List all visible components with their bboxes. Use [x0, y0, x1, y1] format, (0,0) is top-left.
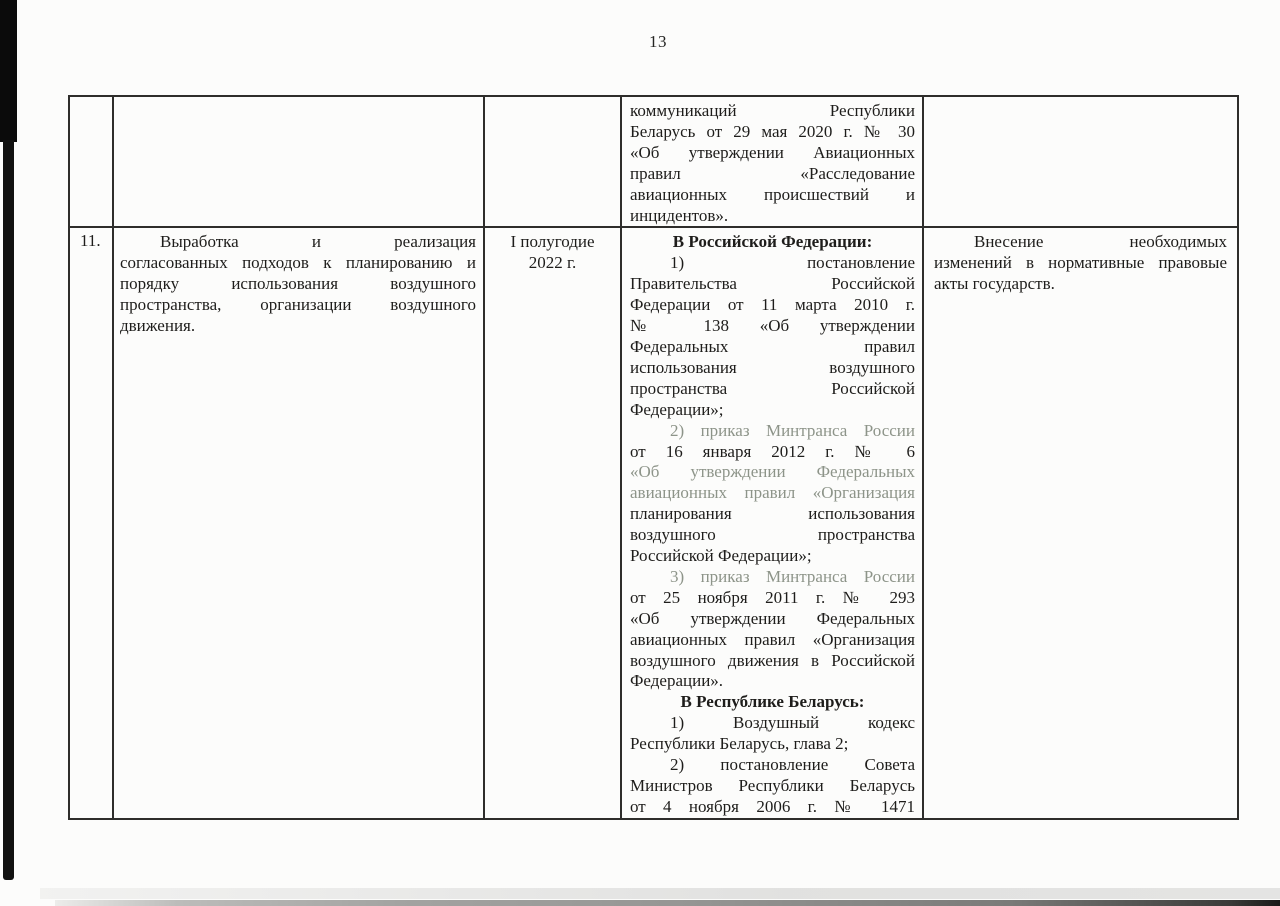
text-line: пространства Российской [630, 378, 915, 398]
legal-basis-cell [621, 227, 923, 818]
text-line: Республики Беларусь, глава 2; [630, 734, 849, 754]
text-line: «Об утверждении Федеральных [630, 462, 915, 482]
text-line: «Об утверждении Авиационных [630, 142, 915, 162]
text-line: I полугодие [510, 232, 595, 252]
text-line: Федеральных правил [630, 336, 915, 356]
deadline-cell [484, 227, 621, 818]
text-line: Выработка и реализация [160, 232, 476, 252]
text-line: от 4 ноября 2006 г. № 1471 [630, 796, 915, 816]
text-line: акты государств. [934, 274, 1055, 294]
text-line: Федерации». [630, 671, 724, 691]
page-number: 13 [649, 32, 667, 51]
text-line: Внесение необходимых [974, 232, 1227, 252]
legal-basis-cell [621, 96, 923, 227]
text-line: использования воздушного [630, 357, 915, 377]
text-line: Правительства Российской [630, 274, 915, 294]
text-line: согласованных подходов к планированию и [120, 253, 476, 273]
text-line: изменений в нормативные правовые [934, 253, 1227, 273]
text-line: инцидентов». [630, 205, 729, 225]
text-line: Российской Федерации»; [630, 546, 812, 566]
text-line: Министров Республики Беларусь [630, 776, 915, 795]
text-line: № 138 «Об утверждении [630, 316, 915, 336]
text-line: 2) постановление Совета [670, 755, 915, 775]
result-cell [923, 227, 1238, 818]
text-line: воздушного пространства [630, 525, 915, 545]
text-line: коммуникаций Республики [630, 101, 915, 120]
text-line: Беларусь от 29 мая 2020 г. № 30 [630, 121, 915, 141]
text-line: авиационных правил «Организация [630, 483, 915, 503]
scan-artifact-left-bar [3, 140, 14, 880]
task-cell [113, 227, 484, 818]
table-row-continuation [69, 96, 1238, 227]
text-line: правил «Расследование [630, 163, 915, 183]
result-cell [923, 96, 1238, 227]
text-line: пространства, организации воздушного [120, 295, 476, 315]
text-line: планирования использования [630, 504, 915, 524]
row-number-cell [69, 96, 113, 227]
text-line: В Республике Беларусь: [680, 692, 865, 712]
scan-artifact-bottom-haze [40, 888, 1280, 899]
text-line: 2022 г. [528, 253, 577, 273]
table-row-11 [69, 227, 1238, 818]
text-line: 2) приказ Минтранса России [670, 420, 915, 440]
deadline-cell [484, 96, 621, 227]
scan-artifact-bottom-shadow [55, 900, 1280, 906]
text-line: авиационных происшествий и [630, 184, 915, 204]
text-line: воздушного движения в Российской [630, 650, 915, 670]
text-line: от 16 января 2012 г. № 6 [630, 441, 915, 461]
text-line: 1) постановление [670, 253, 915, 273]
text-line: Федерации от 11 марта 2010 г. [630, 295, 915, 315]
text-line: «Об утверждении Федеральных [630, 608, 915, 628]
text-line: авиационных правил «Организация [630, 629, 915, 649]
text-line: порядку использования воздушного [120, 274, 476, 294]
task-cell [113, 96, 484, 227]
text-line: движения. [120, 316, 196, 336]
text-line: 1) Воздушный кодекс [670, 713, 915, 733]
document-table [68, 95, 1239, 820]
text-line: В Российской Федерации: [672, 232, 873, 252]
scan-artifact-left-bar-top [0, 0, 17, 142]
row-number-cell: 11. [69, 227, 113, 818]
text-line: 3) приказ Минтранса России [670, 566, 915, 586]
text-line: Федерации»; [630, 399, 724, 419]
text-line: от 25 ноября 2011 г. № 293 [630, 587, 915, 607]
